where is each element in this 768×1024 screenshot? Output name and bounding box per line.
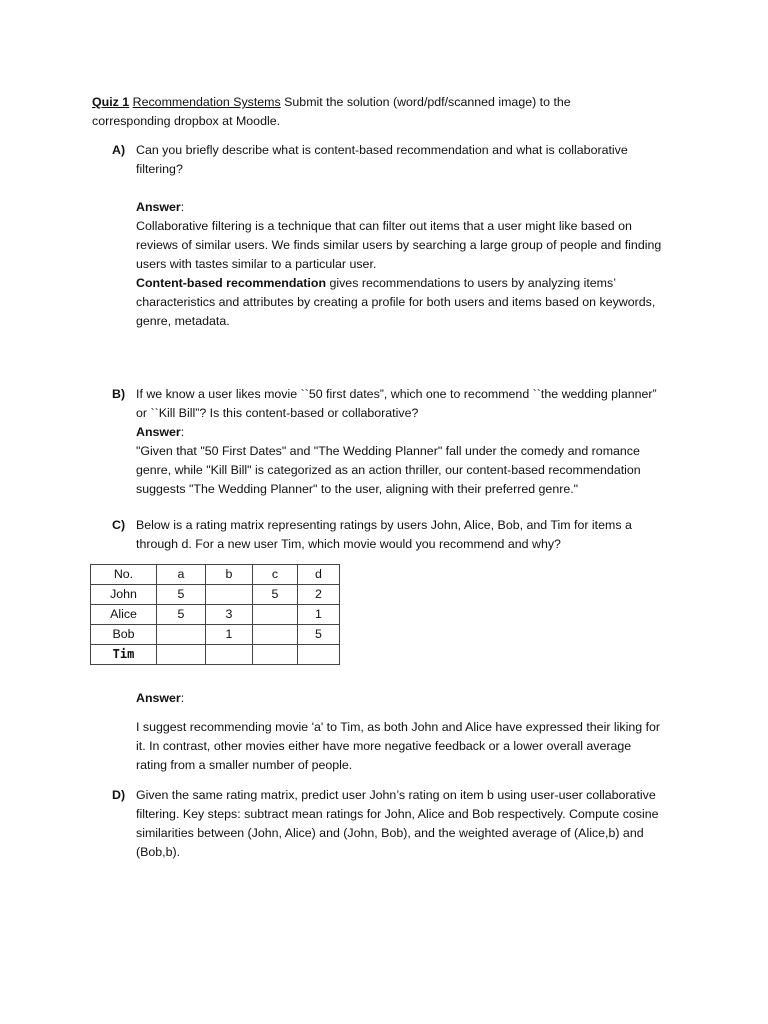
question-letter: C) xyxy=(112,518,126,532)
quiz-heading xyxy=(92,93,692,131)
table-cell xyxy=(157,645,206,665)
table-cell xyxy=(253,605,298,625)
question-letter: A) xyxy=(112,143,126,157)
question-text: or ``Kill Bill”? Is this content-based or collaborative? xyxy=(136,406,419,420)
question-text: If we know a user likes movie ``50 first dates”, which one to recommend ``the wedding planner” xyxy=(136,387,657,401)
table-header-cell: b xyxy=(206,565,253,585)
answer-text: it. In contrast, other movies either have more negative feedback or a lower overall average xyxy=(136,739,632,753)
table-cell xyxy=(206,585,253,605)
table-cell: 5 xyxy=(253,585,298,605)
table-header-cell: No. xyxy=(91,565,157,585)
answer-colon: : xyxy=(180,691,185,705)
table-row xyxy=(91,605,340,625)
table-cell xyxy=(253,625,298,645)
question-b xyxy=(112,385,682,499)
question-text: through d. For a new user Tim, which movie would you recommend and why? xyxy=(136,537,561,551)
question-text: Below is a rating matrix representing ratings by users John, Alice, Bob, and Tim for items a xyxy=(136,518,632,532)
quiz-topic: Recommendation Systems xyxy=(132,95,281,109)
table-cell xyxy=(206,645,253,665)
answer-heading xyxy=(136,423,682,442)
answer-label: Answer xyxy=(136,425,181,439)
table-cell: 1 xyxy=(298,605,340,625)
answer-colon: : xyxy=(180,200,185,214)
table-cell xyxy=(157,625,206,645)
answer-heading xyxy=(136,689,682,708)
question-text: Given the same rating matrix, predict user John’s rating on item b using user-user collaborative xyxy=(136,788,656,802)
table-cell: Alice xyxy=(91,605,157,625)
heading-line-2: corresponding dropbox at Moodle. xyxy=(92,114,281,128)
answer-text: I suggest recommending movie 'a' to Tim, as both John and Alice have expressed their liking for xyxy=(136,720,661,734)
question-text: filtering? xyxy=(136,162,183,176)
table-header-cell: c xyxy=(253,565,298,585)
answer-text xyxy=(136,274,682,293)
heading-line-1 xyxy=(92,93,692,112)
table-cell: 2 xyxy=(298,585,340,605)
question-text: filtering. Key steps: subtract mean ratings for John, Alice and Bob respectively. Compute cosine xyxy=(136,807,659,821)
answer-text: Collaborative filtering is a technique that can filter out items that a user might like based on xyxy=(136,219,632,233)
answer-text: genre, metadata. xyxy=(136,314,230,328)
table-cell: 1 xyxy=(206,625,253,645)
answer-text-rest: gives recommendations to users by analyzing items’ xyxy=(326,276,616,290)
bold-term: Content-based recommendation xyxy=(136,276,327,290)
table-row xyxy=(91,645,340,665)
heading-rest: Submit the solution (word/pdf/scanned image) to the xyxy=(280,95,571,109)
table-cell: 5 xyxy=(157,605,206,625)
table-cell: Tim xyxy=(91,645,157,665)
question-a xyxy=(112,141,682,331)
question-text: similarities between (John, Alice) and (John, Bob), and the weighted average of (Alice,b) and xyxy=(136,826,644,840)
table-header-cell: a xyxy=(157,565,206,585)
table-cell: John xyxy=(91,585,157,605)
answer-colon: : xyxy=(180,425,185,439)
answer-text: characteristics and attributes by creating a profile for both users and items based on keywords, xyxy=(136,295,656,309)
answer-text: users with tastes similar to a particular user. xyxy=(136,257,377,271)
table-cell xyxy=(253,645,298,665)
table-row xyxy=(91,625,340,645)
question-letter: B) xyxy=(112,387,126,401)
question-c-answer xyxy=(112,689,682,775)
table-row xyxy=(91,585,340,605)
rating-matrix-table xyxy=(90,564,340,665)
question-text: (Bob,b). xyxy=(136,845,181,859)
question-text: Can you briefly describe what is content-based recommendation and what is collaborative xyxy=(136,143,628,157)
table-cell: 3 xyxy=(206,605,253,625)
answer-text: reviews of similar users. We finds similar users by searching a large group of people and finding xyxy=(136,238,662,252)
answer-text: "Given that "50 First Dates" and "The Wedding Planner" fall under the comedy and romance xyxy=(136,444,640,458)
table-header-cell: d xyxy=(298,565,340,585)
quiz-label: Quiz 1 xyxy=(92,95,130,109)
question-d xyxy=(112,786,682,862)
answer-text: rating from a smaller number of people. xyxy=(136,758,353,772)
question-letter: D) xyxy=(112,788,126,802)
answer-label: Answer xyxy=(136,691,181,705)
answer-heading xyxy=(136,198,682,217)
table-cell: Bob xyxy=(91,625,157,645)
answer-label: Answer xyxy=(136,200,181,214)
answer-text: genre, while "Kill Bill" is categorized as an action thriller, our content-based recommendation xyxy=(136,463,641,477)
table-cell: 5 xyxy=(157,585,206,605)
question-c xyxy=(112,516,682,554)
answer-text: suggests "The Wedding Planner" to the user, aligning with their preferred genre." xyxy=(136,482,579,496)
table-cell xyxy=(298,645,340,665)
table-cell: 5 xyxy=(298,625,340,645)
table-header-row xyxy=(91,565,340,585)
